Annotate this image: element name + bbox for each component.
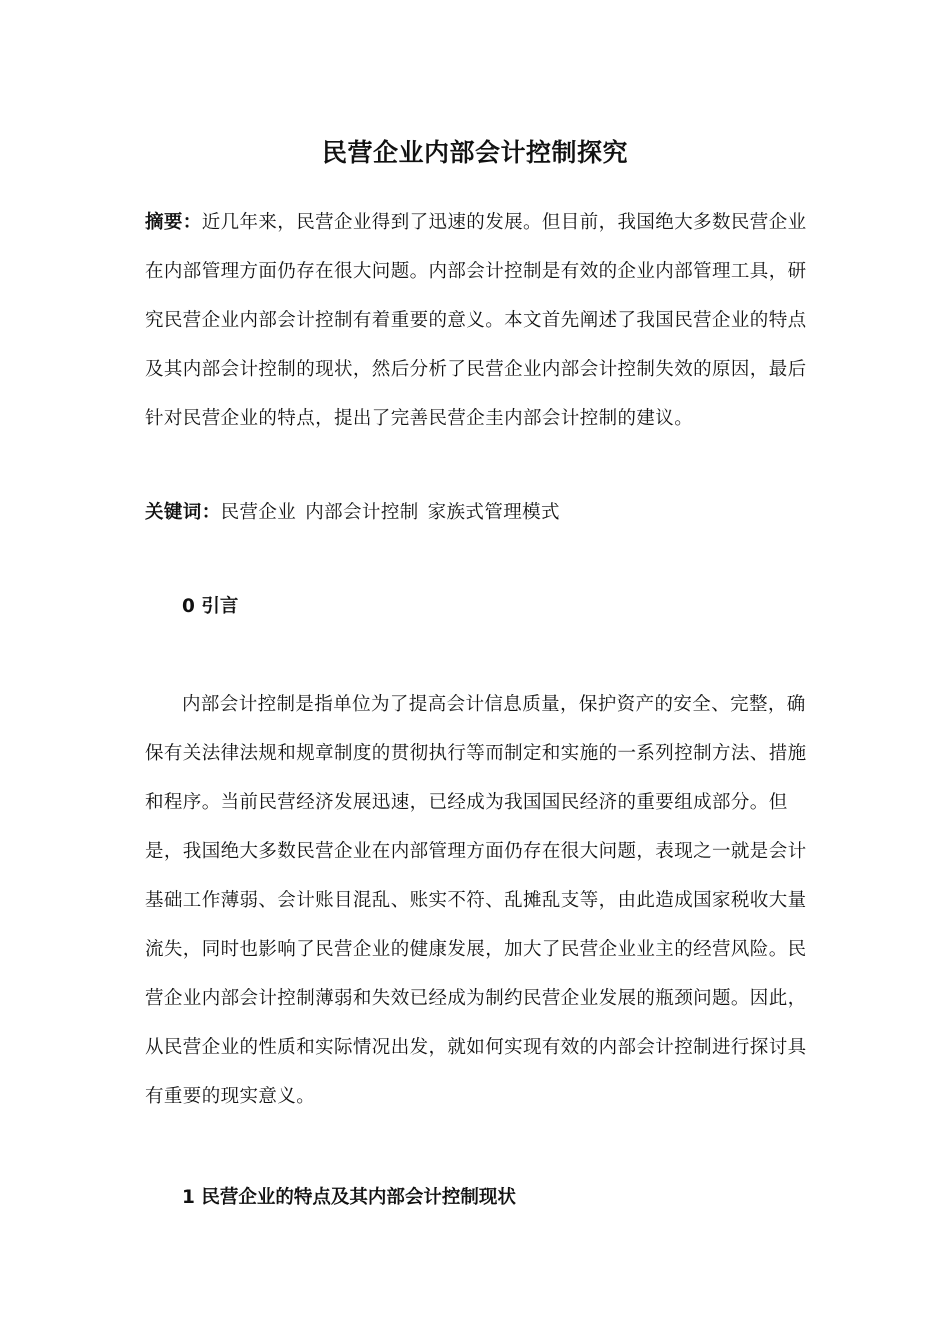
abstract-text: 近几年来，民营企业得到了迅速的发展。但目前，我国绝大多数民营企业在内部管理方面仍存在很大问题。内部会计控制是有效的企业内部管理工具，研究民营企业内部会计控制有着重要的意义。本文首先阐述了我国民营企业的特点及其内部会计控制的现状，然后分析了民营企业内部会计控制失效的原因，最后针对民营企业的特点，提出了完善民营企圭内部会计控制的建议。	[145, 212, 807, 429]
keyword-item: 民营企业	[220, 502, 297, 523]
keywords-line	[145, 488, 813, 537]
keywords-label: 关键词：	[145, 502, 221, 523]
introduction-text: 内部会计控制是指单位为了提高会计信息质量，保护资产的安全、完整，确保有关法律法规和规章制度的贯彻执行等而制定和实施的一系列控制方法、措施和程序。当前民营经济发展迅速，已经成为我国国民经济的重要组成部分。但是，我国绝大多数民营企业在内部管理方面仍存在很大问题，表现之一就是会计基础工作薄弱、会计账目混乱、账实不符、乱摊乱支等，由此造成国家税收大量流失，同时也影响了民营企业的健康发展，加大了民营企业业主的经营风险。民营企业内部会计控制薄弱和失效已经成为制约民营企业发展的瓶颈问题。因此，从民营企业的性质和实际情况出发，就如何实现有效的内部会计控制进行探讨具有重要的现实意义。	[145, 694, 807, 1107]
section-heading-introduction: 0 引言	[182, 596, 239, 617]
section-heading-1: 1 民营企业的特点及其内部会计控制现状	[182, 1187, 516, 1208]
abstract-label: 摘要：	[145, 212, 202, 233]
introduction-paragraph	[145, 680, 813, 1121]
keyword-item: 内部会计控制	[305, 502, 419, 523]
abstract-paragraph	[145, 198, 813, 443]
keyword-item: 家族式管理模式	[427, 502, 560, 523]
document-title: 民营企业内部会计控制探究	[321, 138, 628, 167]
